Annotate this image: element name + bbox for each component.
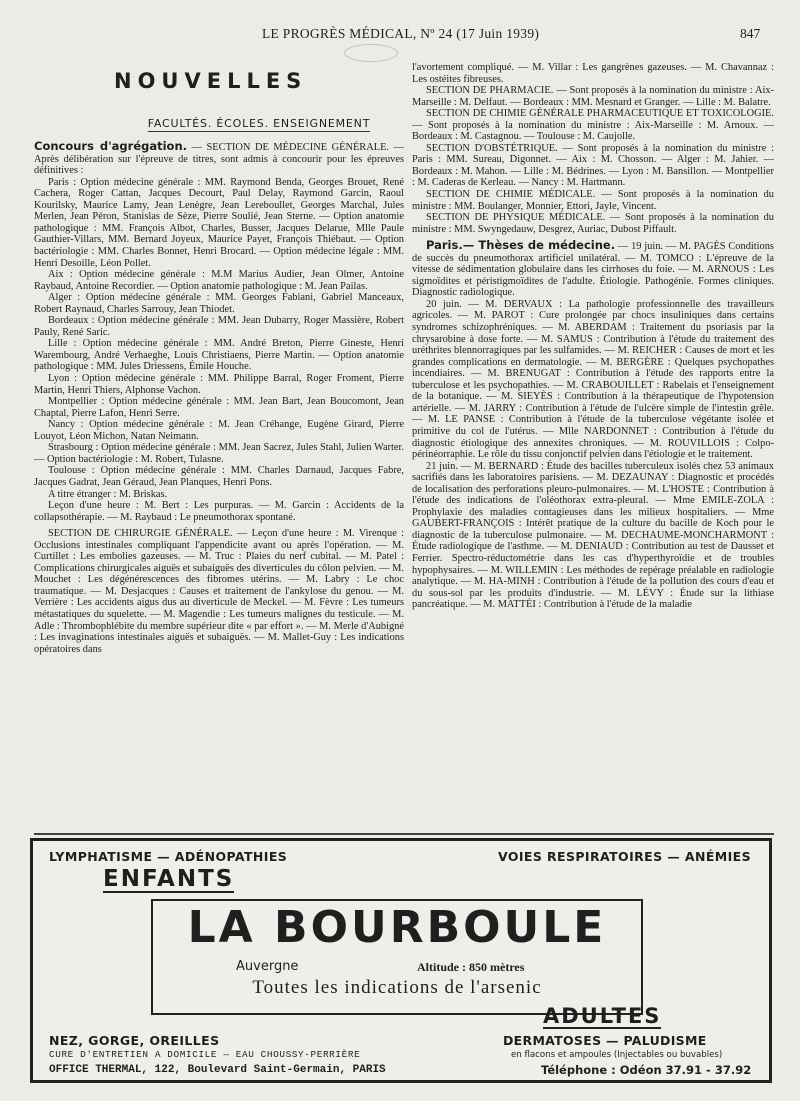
advert-line-flacons: en flacons et ampoules (Injectables ou buvables) bbox=[511, 1050, 723, 1060]
right-paragraph-5: SECTION DE PHYSIQUE MÉDICALE. — Sont proposés à la nomination du ministre : MM. Swyngedauw, Desgrez, Auriac, Dubost Piffault. bbox=[412, 212, 774, 235]
right-paragraph-2: SECTION DE CHIMIE GÉNÉRALE PHARMACEUTIQUE ET TOXICOLOGIE. — Sont proposés à la nomination du ministre : Aix-Marseille : M. Arnoux. — Bordeaux : M. Castagnou. — Toulouse : M. Caujolle. bbox=[412, 108, 774, 143]
advert-office: OFFICE THERMAL, 122, Boulevard Saint-Germain, PARIS bbox=[49, 1064, 386, 1076]
left-paragraph-4: Bordeaux : Option médecine générale : MM. Jean Dubarry, Roger Massière, Robert Pauly, René Saric. bbox=[34, 315, 404, 338]
advert-region: Auvergne bbox=[236, 959, 299, 974]
right-paragraph-0: l'avortement compliqué. — M. Villar : Les gangrènes gazeuses. — M. Chavannaz : Les ostéites fibreuses. bbox=[412, 62, 774, 85]
advert-tagline: Toutes les indications de l'arsenic bbox=[252, 977, 542, 998]
right-paragraph-1: SECTION DE PHARMACIE. — Sont proposés à la nomination du ministre : Aix-Marseille : M. Delfaut. — Bordeaux : MM. Mesnard et Granger. — Lille : M. Balatre. bbox=[412, 85, 774, 108]
advert-line-nez: NEZ, GORGE, OREILLES bbox=[49, 1033, 220, 1048]
theses-paragraph bbox=[412, 240, 774, 299]
left-paragraph-10: Toulouse : Option médecine générale : MM. Charles Darnaud, Jacques Fabre, Jacques Gadrat, Jean Géraud, Jean Planques, Henri Pons. bbox=[34, 465, 404, 488]
left-paragraph-2: Aix : Option médecine générale : M.M Marius Audier, Jean Olmer, Antoine Raybaud, Antoine Recordier. — Option anatomie pathologique : M. Jean Pailas. bbox=[34, 269, 404, 292]
left-paragraph-8: Nancy : Option médecine générale : M. Jean Créhange, Eugène Girard, Pierre Louyot, Léon Michon, Natan Neimann. bbox=[34, 419, 404, 442]
advert-adultes: ADULTES bbox=[543, 1004, 662, 1028]
theses-title: — Thèses de médecine. bbox=[462, 238, 616, 253]
section-heading-text: FACULTÉS. ÉCOLES. ENSEIGNEMENT bbox=[147, 116, 371, 130]
left-paragraph-7: Montpellier : Option médecine générale : MM. Jean Bart, Jean Boucomont, Jean Chaptal, Pierre Lafon, Henri Serre. bbox=[34, 396, 404, 419]
page-number: 847 bbox=[740, 26, 761, 41]
left-paragraph-11: A titre étranger : M. Briskas. bbox=[48, 488, 168, 500]
la-bourboule-advert bbox=[30, 838, 772, 1083]
right-paragraph-4: SECTION DE CHIMIE MÉDICALE. — Sont proposés à la nomination du ministre : MM. Boulanger, Monnier, Ettori, Jayle, Vincent. bbox=[412, 189, 774, 212]
running-title: LE PROGRÈS MÉDICAL, Nº 24 (17 Juin 1939) bbox=[262, 26, 540, 41]
advert-line-dermatoses: DERMATOSES — PALUDISME bbox=[503, 1033, 707, 1048]
library-stamp: · bbox=[344, 44, 398, 62]
concours-paragraph bbox=[34, 141, 404, 177]
advert-brand-box bbox=[151, 899, 643, 1015]
left-paragraph-5: Lille : Option médecine générale : MM. André Breton, Pierre Gineste, Henri Warembourg, André Verhaeghe, Louis Christiaens, Pierre Martin. — Option anatomie pathologique : MM. Jules Driessens, Émile Houche. bbox=[34, 338, 404, 373]
right-paragraph-3: SECTION D'OBSTÉTRIQUE. — Sont proposés à la nomination du ministre : Paris : MM. Sureau, Digonnet. — Aix : M. Chosson. — Alger : M. Jahier. — Bordeaux : M. Mahon. — Lille : M. Bédrines. — Lyon : M. Bansillon. — Montpellier : M. Caderas de Kerleau. — Nancy : M. Hartmann. bbox=[412, 142, 774, 189]
left-paragraph-6: Lyon : Option médecine générale : MM. Philippe Barral, Roger Froment, Pierre Martin, Henri Thiers, Alphonse Vachon. bbox=[34, 373, 404, 396]
advert-altitude: Altitude : 850 mètres bbox=[417, 960, 525, 974]
advert-telephone: Téléphone : Odéon 37.91 - 37.92 bbox=[541, 1063, 752, 1077]
left-paragraph-0: — SECTION DE MÉDECINE GÉNÉRALE. — Après délibération sur l'épreuve de titres, sont admis à concourir pour les épreuves définitives : bbox=[34, 142, 404, 177]
left-paragraph-9: Strasbourg : Option médecine générale : MM. Jean Sacrez, Jules Stahl, Julien Warter. — Option bactériologie : M. Robert, Tulasne. bbox=[34, 442, 404, 465]
theses-text-2: 21 juin. — M. BERNARD : Étude des bacilles tuberculeux isolés chez 53 animaux sacrifiés dans les laboratoires parisiens. — M. DEZAUNAY : Diagnostic et procédés de localisation des perforations pleuro-pulmonaires. — M. L'HOSTE : Contribution à l'étude des indications de l'oléothorax extra-pleural. — Mme EMILE-ZOLA : Prophylaxie des maladies contagieuses dans les milieux hospitaliers. — Mme GAUBERT-FRANÇOIS : Intérêt pratique de la culture du bacille de Koch pour le diagnostic de la tuberculose pulmonaire. — M. DECHAUME-MONCHARMONT : Étude radiologique de l'asthme. — M. DENIAUD : Contribution au test de Dausset et Ferrier. Spectro-réductométrie dans les cas d'hyperthyroïdie et de troubles hypophysaires. — M. WILLEMIN : Les méthodes de repérage préalable en radiologie analytique. — M. HA-MINH : Contribution à l'étude de la pollution des cours d'eau et du sous-sol par les produits d'industrie. — M. LÉVY : Étude sur la lithiase pancréatique. — M. MATTÉI : Contribution à l'étude de la maladie bbox=[412, 460, 774, 611]
advert-top-rule bbox=[34, 833, 774, 835]
left-paragraph-1: Paris : Option médecine générale : MM. Raymond Benda, Georges Brouet, René Cachera, Roger Cattan, Jacques Decourt, Paul Delay, Raymond Garcin, Raoul Kourilsky, Maurice Lamy, Jean Lenègre, Jean Lereboullet, Georges Marchal, Jules Merlen, Jean Péron, Stanislas de Sèze, Pierre Soulié, Jean Sterne. — Option anatomie pathologique : MM. François Albot, Charles, Busser, Jacques Delarue, Mlle Paule Gauthier-Villars, MM. Bernard Joyeux, Maurice Payet, François Thiébaut. — Option bactériologie : MM. Charles Bonnet, Henri Brocard. — Option médecine légale : MM. Henri Desoille, Léon Pollet. bbox=[34, 176, 404, 269]
advert-brand: LA BOURBOULE bbox=[187, 902, 607, 953]
section-heading bbox=[34, 118, 404, 130]
theses-text-0: — 19 juin. — M. PAGÈS Conditions de succès du pneumothorax artificiel unilatéral. — M. TOMCO : L'épreuve de la vitesse de sédimentation globulaire dans les cirrhoses du foie. — M. ARNOUS : Les sigmoïdites et péristigmoïdites de l'adulte. Étiologie. Pathogénie. Formes cliniques. Diagnostic radiologique. bbox=[412, 241, 774, 299]
left-column bbox=[34, 62, 404, 832]
advert-enfants: ENFANTS bbox=[103, 866, 235, 892]
left-paragraph-13: SECTION DE CHIRURGIE GÉNÉRALE. — Leçon d'une heure : M. Virenque : Occlusions intestinales compliquant l'appendicite avant ou après l'opération. — M. Curtillet : Les embolies gazeuses. — M. Truc : Plaies du nerf cubital. — M. Patel : Complications chirurgicales aiguës et subaiguës des diverticules du côlon pelvien. — M. Mouchet : Les dégénérescences des fibromes utérins. — M. Labry : Le choc traumatique. — M. Desjacques : Causes et traitement de l'ankylose du genou. — M. Verrière : Les accidents aigus dus au diverticule de Meckel. — M. Fèvre : Les tumeurs métastatiques du squelette. — M. Magendie : Les tumeurs malignes du testicule. — M. Adle : Thrombophlébite du membre supérieur dite « par effort ». — M. Merle d'Aubigné : Les invaginations intestinales aiguës et subaiguës. — M. Mallet-Guy : Les indications opératoires dans bbox=[34, 528, 404, 655]
advert-line-lymphatisme: LYMPHATISME — ADÉNOPATHIES bbox=[49, 849, 288, 864]
left-paragraph-3: Alger : Option médecine générale : MM. Georges Fabiani, Gabriel Manceaux, Robert Raynaud, Charles Sarrouy, Jean Thiodet. bbox=[34, 292, 404, 315]
left-paragraph-12: Leçon d'une heure : M. Bert : Les purpuras. — M. Garcin : Accidents de la collapsothérapie. — M. Raybaud : Le pneumothorax spontané. bbox=[34, 500, 404, 523]
advert-line-voies: VOIES RESPIRATOIRES — ANÉMIES bbox=[497, 849, 751, 864]
nouvelles-heading: NOUVELLES bbox=[114, 69, 308, 93]
concours-title: Concours d'agrégation. bbox=[34, 139, 188, 154]
right-column bbox=[412, 62, 774, 832]
theses-city: Paris. bbox=[426, 238, 463, 253]
theses-text-1: 20 juin. — M. DERVAUX : La pathologie professionnelle des travailleurs agricoles. — M. PAROT : Cure prolongée par chocs insuliniques dans certains syndromes schizophréniques. — M. ABERDAM : Traitement du psoriasis par la chrysarobine à dose forte. — M. SAMUS : Contribution à l'étude du traitement des uréthrites blennorragiques par les sulfamides. — M. REICHER : Causes de mort et les grandes complications en dermatologie. — M. BERGÈRE : Quelques psychopathes incendiaires. — M. BRENUGAT : Contribution à l'étude des rapports entre la tuberculose et les psychopathies. — M. CRABOUILLET : Rabelais et l'enseignement de la botanique. — M. SIEYÈS : Contribution à la thérapeutique de l'hypotension artérielle. — M. JARRY : Contribution à l'étude de l'ulcère simple de l'intestin grêle. — M. LE PANSE : Contribution à l'étude de la tuberculose végétante isolée et primitive du col de l'utérus. — Mlle NARDONNET : Contribution à l'étude du diagnostic étiologique des annexites chroniques. — M. ROUVILLOIS : Colpo-périnéorraphie. Le rôle du tissu conjonctif pelvien dans l'étiologie et le traitement. bbox=[412, 298, 774, 461]
advert-line-cure: CURE D'ENTRETIEN A DOMICILE — EAU CHOUSSY-PERRIÈRE bbox=[49, 1049, 361, 1060]
running-header bbox=[0, 26, 800, 46]
